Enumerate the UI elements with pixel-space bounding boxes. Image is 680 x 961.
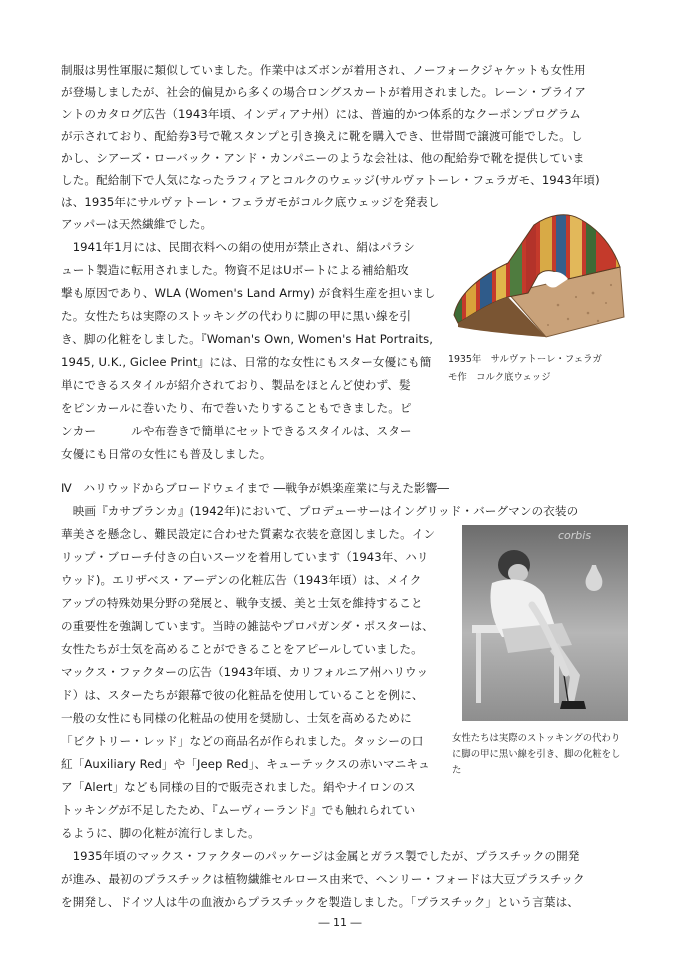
text-line: が登場しましたが、社会的偏見から多くの場合ロングスカートが着用されました。レーン・ブライア <box>61 85 586 99</box>
text-line: た。女性たちは実際のストッキングの代わりに脚の甲に黒い線を引 <box>61 309 412 323</box>
text-line: き、脚の化粧をしました。『Woman's Own, Women's Hat Portraits, <box>61 332 434 346</box>
text-line: の重要性を強調しています。当時の雑誌やプロパガンダ・ポスターは、 <box>61 619 434 633</box>
text-line: トッキングが不足したため、『ムーヴィーランド』でも触れられてい <box>61 803 416 817</box>
text-line: マックス・ファクターの広告（1943年頃、カリフォルニア州ハリウッ <box>61 665 429 679</box>
text-line: アップの特殊効果分野の発展と、戦争支援、美と士気を維持すること <box>61 596 423 610</box>
cork-wedge-shoe-image <box>448 205 636 345</box>
shoe-illustration <box>448 205 636 345</box>
figure-caption-shoe-line: モ作 コルク底ウェッジ <box>448 372 551 383</box>
text-line: 単にできるスタイルが紹介されており、製品をほとんど使わず、髪 <box>61 378 411 392</box>
text-line: ンカー ルや布巻きで簡単にセットできるスタイルは、スター <box>61 424 412 438</box>
text-line: 「ビクトリー・レッド」などの商品名が作られました。タッシーの口 <box>61 734 424 748</box>
text-line: ア「Alert」なども同様の目的で販売されました。絹やナイロンのス <box>61 780 416 794</box>
text-line: 撃も原因であり、WLA (Women's Land Army) が食料生産を担いまし <box>61 286 436 300</box>
text-line: 1945, U.K., Giclee Print』には、日常的な女性にもスター女優にも簡 <box>61 355 432 369</box>
figure-caption-photo-line: た <box>452 765 462 776</box>
text-line: るように、脚の化粧が流行しました。 <box>61 826 260 840</box>
text-line: 一般の女性にも同様の化粧品の使用を奨励し、士気を高めるために <box>61 711 412 725</box>
text-line: 華美さを懸念し、難民設定に合わせた質素な衣装を意図しました。イン <box>61 527 436 541</box>
text-line: 女優にも日常の女性にも普及しました。 <box>61 447 272 461</box>
woman-leg-makeup-photo <box>462 525 628 721</box>
text-line: が示されており、配給券3号で靴スタンプと引き換えに靴を購入でき、世帯間で譲渡可能でした。し <box>61 129 583 143</box>
text-line: アッパーは天然繊維でした。 <box>61 217 213 231</box>
section-heading: Ⅳ ハリウッドからブロードウェイまで ―戦争が娯楽産業に与えた影響― <box>61 481 450 495</box>
figure-caption-shoe-line: 1935年 サルヴァトーレ・フェラガ <box>448 354 602 365</box>
text-line: ド）は、スターたちが銀幕で彼の化粧品を使用していることを例に、 <box>61 688 424 702</box>
text-line: をピンカールに巻いたり、布で巻いたりすることもできました。ピ <box>61 401 412 415</box>
text-line: ュート製造に転用されました。物資不足はUボートによる補給船攻 <box>61 263 409 277</box>
text-line: は、1935年にサルヴァトーレ・フェラガモがコルク底ウェッジを発表し <box>61 195 440 209</box>
watermark: corbis <box>558 529 592 542</box>
text-line: 紅「Auxiliary Red」や「Jeep Red」、キューテックスの赤いマニキュ <box>61 757 430 771</box>
text-line: 制服は男性軍服に類似していました。作業中はズボンが着用され、ノーフォークジャケットも女性用 <box>61 63 586 77</box>
text-line: 1935年頃のマックス・ファクターのパッケージは金属とガラス製でしたが、プラスチックの開発 <box>61 849 580 863</box>
text-line: 1941年1月には、民間衣料への絹の使用が禁止され、絹はパラシ <box>61 240 415 254</box>
page-number: ― 11 ― <box>318 916 362 929</box>
text-line: を開発し、ドイツ人は牛の血液からプラスチックを製造しました。「プラスチック」という言葉は、 <box>61 895 579 909</box>
text-line: が進み、最初のプラスチックは植物繊維セルロース由来で、ヘンリー・フォードは大豆プラスチック <box>61 872 585 886</box>
text-line: 女性たちが士気を高めることができることをアピールしていました。 <box>61 642 423 656</box>
text-line: かし、シアーズ・ローバック・アンド・カンパニーのような会社は、他の配給券で靴を提供していま <box>61 151 585 165</box>
text-line: リップ・ブローチ付きの白いスーツを着用しています（1943年、ハリ <box>61 550 429 564</box>
photo-illustration <box>462 525 628 721</box>
text-line: ントのカタログ広告（1943年頃、インディアナ州）には、普遍的かつ体系的なクーポンプログラム <box>61 107 582 121</box>
figure-caption-photo-line: に脚の甲に黒い線を引き、脚の化粧をし <box>452 749 621 760</box>
text-line: 映画『カサブランカ』(1942年)において、プロデューサーはイングリッド・バーグマンの衣装の <box>61 504 579 518</box>
figure-caption-photo-line: 女性たちは実際のストッキングの代わり <box>452 733 621 744</box>
text-line: した。配給制下で人気になったラフィアとコルクのウェッジ(サルヴァトーレ・フェラガモ、1943年頃) <box>61 173 600 187</box>
text-line: ウッド)。エリザベス・アーデンの化粧広告（1943年頃）は、メイク <box>61 573 422 587</box>
